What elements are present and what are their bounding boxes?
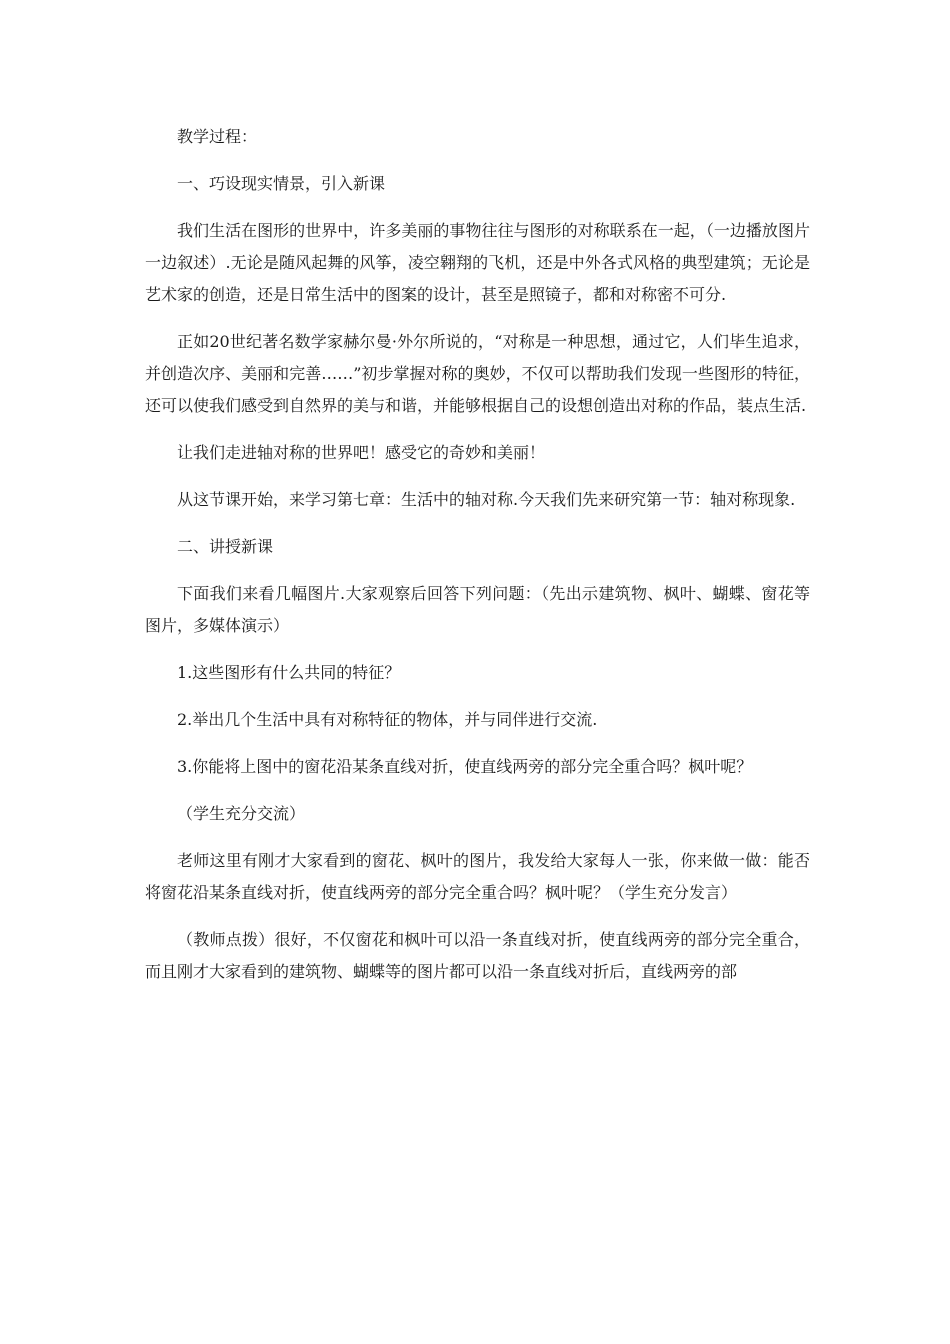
body-paragraph: 老师这里有刚才大家看到的窗花、枫叶的图片，我发给大家每人一张，你来做一做：能否将窗花沿某条直线对折，使直线两旁的部分完全重合吗？枫叶呢？（学生充分发言）	[145, 851, 810, 902]
question-item-3: 3.你能将上图中的窗花沿某条直线对折，使直线两旁的部分完全重合吗？枫叶呢？	[177, 757, 753, 776]
section-heading-2: 二、讲授新课	[177, 537, 274, 556]
body-paragraph: 下面我们来看几幅图片.大家观察后回答下列问题：（先出示建筑物、枫叶、蝴蝶、窗花等图片，多媒体演示）	[145, 584, 810, 635]
body-paragraph: 我们生活在图形的世界中，许多美丽的事物往往与图形的对称联系在一起，（一边播放图片一边叙述）.无论是随风起舞的风筝，凌空翱翔的飞机，还是中外各式风格的典型建筑；无论是艺术家的创造，还是日常生活中的图案的设计，甚至是照镜子，都和对称密不可分.	[145, 221, 810, 304]
heading-teaching-process: 教学过程：	[177, 127, 258, 146]
body-paragraph: 让我们走进轴对称的世界吧！感受它的奇妙和美丽！	[177, 443, 546, 462]
question-item-2: 2.举出几个生活中具有对称特征的物体，并与同伴进行交流.	[177, 710, 598, 729]
body-paragraph: （教师点拨）很好，不仅窗花和枫叶可以沿一条直线对折，使直线两旁的部分完全重合，而且刚才大家看到的建筑物、蝴蝶等的图片都可以沿一条直线对折后，直线两旁的部	[145, 930, 810, 981]
body-paragraph: 正如20世纪著名数学家赫尔曼·外尔所说的，“对称是一种思想，通过它，人们毕生追求，并创造次序、美丽和完善……”初步掌握对称的奥妙，不仅可以帮助我们发现一些图形的特征，还可以使我们感受到自然界的美与和谐，并能够根据自己的设想创造出对称的作品，装点生活.	[145, 332, 810, 415]
question-item-1: 1.这些图形有什么共同的特征？	[177, 663, 401, 682]
body-paragraph: 从这节课开始，来学习第七章：生活中的轴对称.今天我们先来研究第一节：轴对称现象.	[177, 490, 796, 509]
student-note: （学生充分交流）	[177, 804, 306, 823]
document-body	[145, 121, 810, 1003]
section-heading-1: 一、巧设现实情景，引入新课	[177, 174, 386, 193]
